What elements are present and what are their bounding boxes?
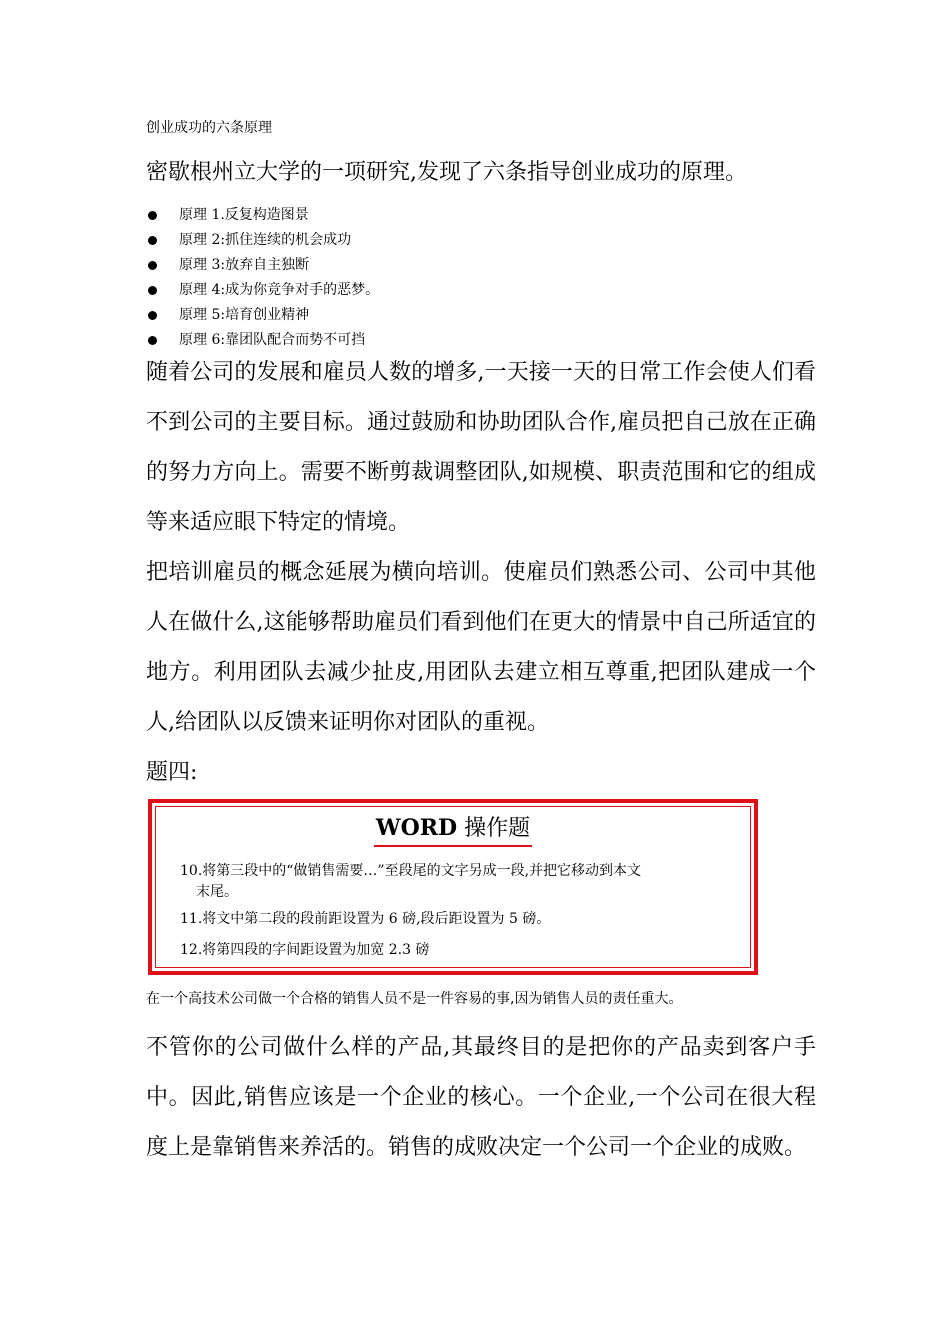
task-item-10 [180, 861, 750, 903]
body-paragraph-2: 把培训雇员的概念延展为横向培训。使雇员们熟悉公司、公司中其他人在做什么,这能够帮助雇员们看到他们在更大的情景中自己所适宜的地方。利用团队去减少扯皮,用团队去建立相互尊重,把团队建成一个人,给团队以反馈来证明你对团队的重视。 [146, 560, 816, 735]
word-task-title-underlined [374, 813, 532, 847]
list-item [146, 303, 379, 328]
question-label: 题四: [146, 760, 198, 785]
list-item-text: 原理 5:培育创业精神 [179, 307, 310, 323]
bullet-icon [148, 311, 157, 320]
word-task-box [148, 799, 758, 975]
word-task-title [152, 813, 754, 847]
list-item [146, 278, 379, 303]
bullet-icon [148, 211, 157, 220]
section-heading: 创业成功的六条原理 [146, 120, 272, 136]
sales-intro-line: 在一个高技术公司做一个合格的销售人员不是一件容易的事,因为销售人员的责任重大。 [146, 991, 683, 1007]
body-paragraph-1: 随着公司的发展和雇员人数的增多,一天接一天的日常工作会使人们看不到公司的主要目标。通过鼓励和协助团队合作,雇员把自己放在正确的努力方向上。需要不断剪裁调整团队,如规模、职责范围和它的组成等来适应眼下特定的情境。 [146, 360, 816, 535]
list-item [146, 203, 379, 228]
bullet-icon [148, 336, 157, 345]
task-10-line-1: 10.将第三段中的“做销售需要…”至段尾的文字另成一段,并把它移动到本文 [180, 863, 642, 879]
task-item-11: 11.将文中第二段的段前距设置为 6 磅,段后距设置为 5 磅。 [180, 911, 551, 927]
principles-list [146, 203, 379, 353]
bullet-icon [148, 286, 157, 295]
bullet-icon [148, 261, 157, 270]
word-title-rest: 操作题 [457, 816, 531, 841]
list-item [146, 228, 379, 253]
list-item [146, 253, 379, 278]
list-item-text: 原理 2:抓住连续的机会成功 [179, 232, 352, 248]
list-item-text: 原理 4:成为你竞争对手的恶梦。 [179, 282, 380, 298]
list-item-text: 原理 3:放弃自主独断 [179, 257, 310, 273]
body-paragraph-3: 不管你的公司做什么样的产品,其最终目的是把你的产品卖到客户手中。因此,销售应该是一个企业的核心。一个企业,一个公司在很大程度上是靠销售来养活的。销售的成败决定一个公司一个企业的成败。 [146, 1035, 816, 1160]
list-item-text: 原理 6:靠团队配合而势不可挡 [179, 332, 366, 348]
intro-paragraph: 密歇根州立大学的一项研究,发现了六条指导创业成功的原理。 [146, 160, 747, 185]
bullet-icon [148, 236, 157, 245]
task-item-12: 12.将第四段的字间距设置为加宽 2.3 磅 [180, 942, 430, 958]
word-title-bold: WORD [375, 815, 458, 841]
list-item-text: 原理 1.反复构造图景 [179, 207, 309, 223]
task-10-line-2: 末尾。 [196, 884, 238, 900]
